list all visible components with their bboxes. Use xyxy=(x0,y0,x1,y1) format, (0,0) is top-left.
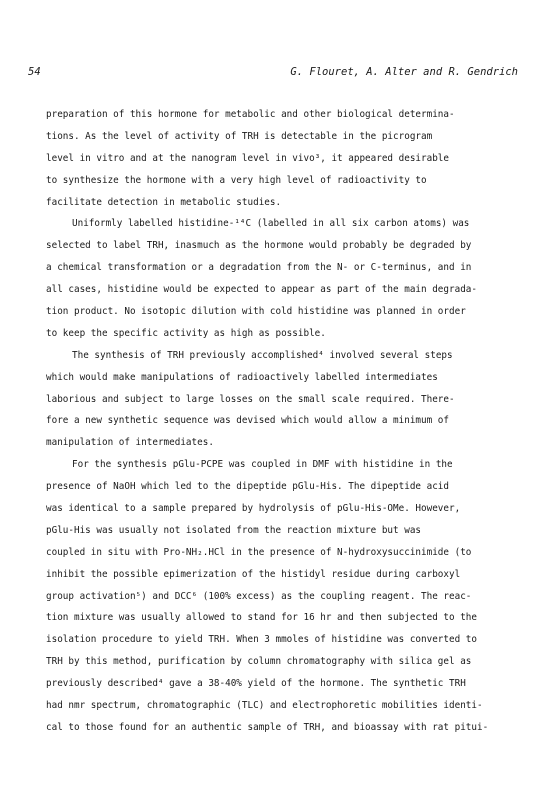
text-line: TRH by this method, purification by column chromatography with silica gel as xyxy=(46,656,472,668)
text-line: had nmr spectrum, chromatographic (TLC) and electrophoretic mobilities identi- xyxy=(46,700,483,712)
text-line: all cases, histidine would be expected to appear as part of the main degrada- xyxy=(46,284,477,296)
paragraph xyxy=(46,454,526,739)
page-number: 54 xyxy=(28,66,41,78)
text-line: presence of NaOH which led to the dipeptide pGlu-His. The dipeptide acid xyxy=(46,481,449,493)
text-line: The synthesis of TRH previously accomplished⁴ involved several steps xyxy=(72,349,453,361)
text-line: For the synthesis pGlu-PCPE was coupled in DMF with histidine in the xyxy=(72,459,453,471)
text-line: cal to those found for an authentic sample of TRH, and bioassay with rat pitui- xyxy=(46,721,489,733)
text-line: laborious and subject to large losses on the small scale required. There- xyxy=(46,393,455,405)
running-head: G. Flouret, A. Alter and R. Gendrich xyxy=(290,66,518,78)
text-line: a chemical transformation or a degradation from the N- or C-terminus, and in xyxy=(46,262,472,274)
text-line: tion mixture was usually allowed to stand for 16 hr and then subjected to the xyxy=(46,612,477,624)
text-line: selected to label TRH, inasmuch as the hormone would probably be degraded by xyxy=(46,240,472,252)
text-line: previously described⁴ gave a 38-40% yield of the hormone. The synthetic TRH xyxy=(46,678,466,690)
text-line: preparation of this hormone for metabolic and other biological determina- xyxy=(46,109,455,120)
page-header xyxy=(28,66,518,82)
text-line: to keep the specific activity as high as possible. xyxy=(46,327,326,339)
text-line: inhibit the possible epimerization of the histidyl residue during carboxyl xyxy=(46,568,461,580)
text-line: to synthesize the hormone with a very high level of radioactivity to xyxy=(46,174,427,186)
paragraph xyxy=(46,345,526,454)
text-line: which would make manipulations of radioactively labelled intermediates xyxy=(46,371,438,383)
text-line: Uniformly labelled histidine-¹⁴C (labelled in all six carbon atoms) was xyxy=(72,218,470,230)
text-line: tion product. No isotopic dilution with cold histidine was planned in order xyxy=(46,306,466,318)
text-line: pGlu-His was usually not isolated from the reaction mixture but was xyxy=(46,524,422,536)
text-line: facilitate detection in metabolic studies. xyxy=(46,196,282,208)
text-line: fore a new synthetic sequence was devised which would allow a minimum of xyxy=(46,415,449,427)
paragraph xyxy=(46,213,526,344)
text-line: manipulation of intermediates. xyxy=(46,437,214,449)
text-line: tions. As the level of activity of TRH is detectable in the picrogram xyxy=(46,130,433,142)
text-line: isolation procedure to yield TRH. When 3 mmoles of histidine was converted to xyxy=(46,634,477,646)
text-line: level in vitro and at the nanogram level in vivo³, it appeared desirable xyxy=(46,152,449,164)
text-line: group activation⁵) and DCC⁶ (100% excess) as the coupling reagent. The reac- xyxy=(46,590,472,602)
body-text xyxy=(46,104,526,739)
text-line: was identical to a sample prepared by hydrolysis of pGlu-His-OMe. However, xyxy=(46,503,461,515)
text-line: coupled in situ with Pro-NH₂.HCl in the presence of N-hydroxysuccinimide (to xyxy=(46,546,472,558)
paragraph xyxy=(46,104,526,213)
